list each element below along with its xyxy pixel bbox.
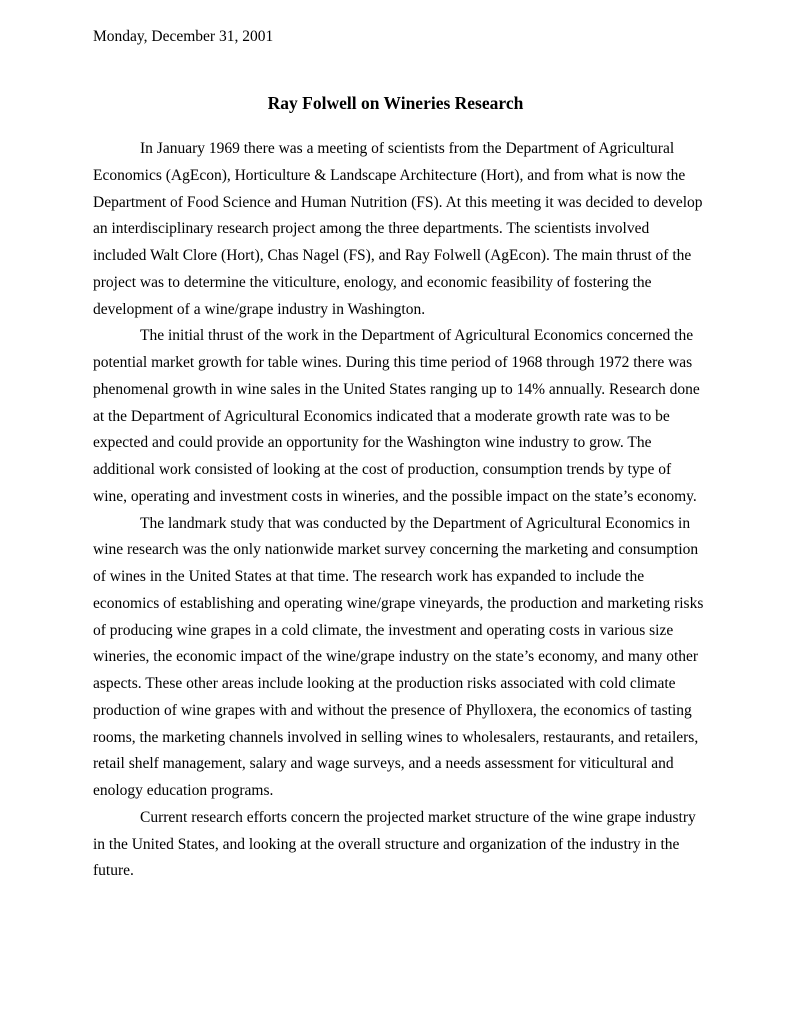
document-title: Ray Folwell on Wineries Research bbox=[267, 93, 524, 113]
paragraph-meeting-1969: In January 1969 there was a meeting of scientists from the Department of Agricultural Economics (AgEcon), Horticulture & Landscape Architecture (Hort), and from what is now the Department of Food Science and Human Nutrition (FS). At this meeting it was decided to develop an interdisciplinary research project among the three departments. The scientists involved included Walt Clore (Hort), Chas Nagel (FS), and Ray Folwell (AgEcon). The main thrust of the project was to determine the viticulture, enology, and economic feasibility of fostering the development of a wine/grape industry in Washington. bbox=[93, 140, 703, 318]
paragraph-initial-thrust: The initial thrust of the work in the Department of Agricultural Economics concerned the potential market growth for table wines. During this time period of 1968 through 1972 there was phenomenal growth in wine sales in the United States ranging up to 14% annually. Research done at the Department of Agricultural Economics indicated that a moderate growth rate was to be expected and could provide an opportunity for the Washington wine industry to grow. The additional work consisted of looking at the cost of production, consumption trends by type of wine, operating and investment costs in wineries, and the possible impact on the state’s economy. bbox=[93, 327, 700, 505]
document-date: Monday, December 31, 2001 bbox=[93, 28, 274, 45]
paragraph-landmark-study: The landmark study that was conducted by the Department of Agricultural Economics in wine research was the only nationwide market survey concerning the marketing and consumption of wines in the United States at that time. The research work has expanded to include the economics of establishing and operating wine/grape vineyards, the production and marketing risks of producing wine grapes in a cold climate, the investment and operating costs in various size wineries, the economic impact of the wine/grape industry on the state’s economy, and many other aspects. These other areas include looking at the production risks associated with cold climate production of wine grapes with and without the presence of Phylloxera, the economics of tasting rooms, the marketing channels involved in selling wines to wholesalers, restaurants, and retailers, retail shelf management, salary and wage surveys, and a needs assessment for viticultural and enology education programs. bbox=[93, 514, 704, 799]
paragraph-current-research: Current research efforts concern the projected market structure of the wine grape industry in the United States, and looking at the overall structure and organization of the industry in the future. bbox=[93, 808, 696, 880]
document-body bbox=[93, 136, 705, 885]
